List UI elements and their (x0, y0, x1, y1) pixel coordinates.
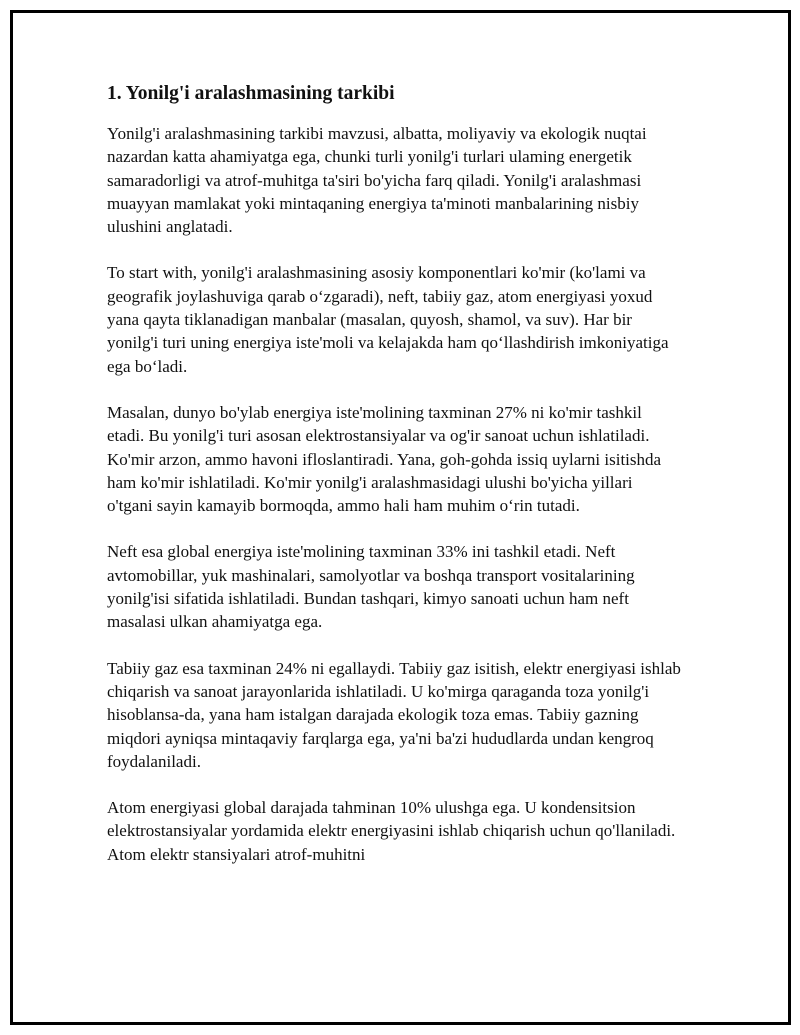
paragraph-natural-gas: Tabiiy gaz esa taxminan 24% ni egallaydi. Tabiiy gaz isitish, elektr energiyasi ishlab chiqarish va sanoat jarayonlarida ishlatiladi. U ko'mirga qaraganda toza yonilg'i hisoblansa-da, yana ham istalgan darajada ekologik toza emas. Tabiiy gazning miqdori ayniqsa mintaqaviy farqlarga ega, ya'ni ba'zi hududlarda undan kengroq foydalaniladi. (107, 658, 681, 771)
section-heading: 1. Yonilg'i aralashmasining tarkibi (107, 83, 395, 104)
paragraph-nuclear: Atom energiyasi global darajada tahminan 10% ulushga ega. U kondensitsion elektrostansiyalar yordamida elektr energiyasini ishlab chiqarish uchun qo'llaniladi. Atom elektr stansiyalari atrof-muhitni (107, 798, 676, 864)
paragraph-coal: Masalan, dunyo bo'ylab energiya iste'molining taxminan 27% ni ko'mir tashkil etadi. Bu yonilg'i turi asosan elektrostansiyalar va og'ir sanoat uchun ishlatiladi. Ko'mir arzon, ammo havoni ifloslantiradi. Yana, goh-gohda issiq uylarni isitishda ham ko'mir ishlatiladi. Ko'mir yonilg'i aralashmasidagi ulushi bo'yicha yillari o'tgani sayin kamayib bormoqda, ammo hali ham muhim o‘rin tutadi. (107, 402, 662, 516)
document-body (107, 82, 682, 889)
paragraph-components: To start with, yonilg'i aralashmasining asosiy komponentlari ko'mir (ko'lami va geografik joylashuviga qarab o‘zgaradi), neft, tabiiy gaz, atom energiyasi yoxud yana qayta tiklanadigan manbalar (masalan, quyosh, shamol, va suv). Har bir yonilg'i turi uning energiya iste'moli va kelajakda ham qo‘llashdirish imkoniyatiga ega bo‘ladi. (107, 263, 669, 376)
paragraph-oil: Neft esa global energiya iste'molining taxminan 33% ini tashkil etadi. Neft avtomobillar, yuk mashinalari, samolyotlar va boshqa transport vositalarining yonilg'isi sifatida ishlatiladi. Bundan tashqari, kimyo sanoati uchun ham neft masalasi ulkan ahamiyatga ega. (107, 542, 635, 632)
paragraph-intro: Yonilg'i aralashmasining tarkibi mavzusi, albatta, moliyaviy va ekologik nuqtai nazardan katta ahamiyatga ega, chunki turli yonilg'i turlari ulaming energetik samaradorligi va atrof-muhitga ta'siri bo'yicha farq qiladi. Yonilg'i aralashmasi muayyan mamlakat yoki mintaqaning energiya ta'minoti manbalarining nisbiy ulushini anglatadi. (107, 124, 647, 237)
